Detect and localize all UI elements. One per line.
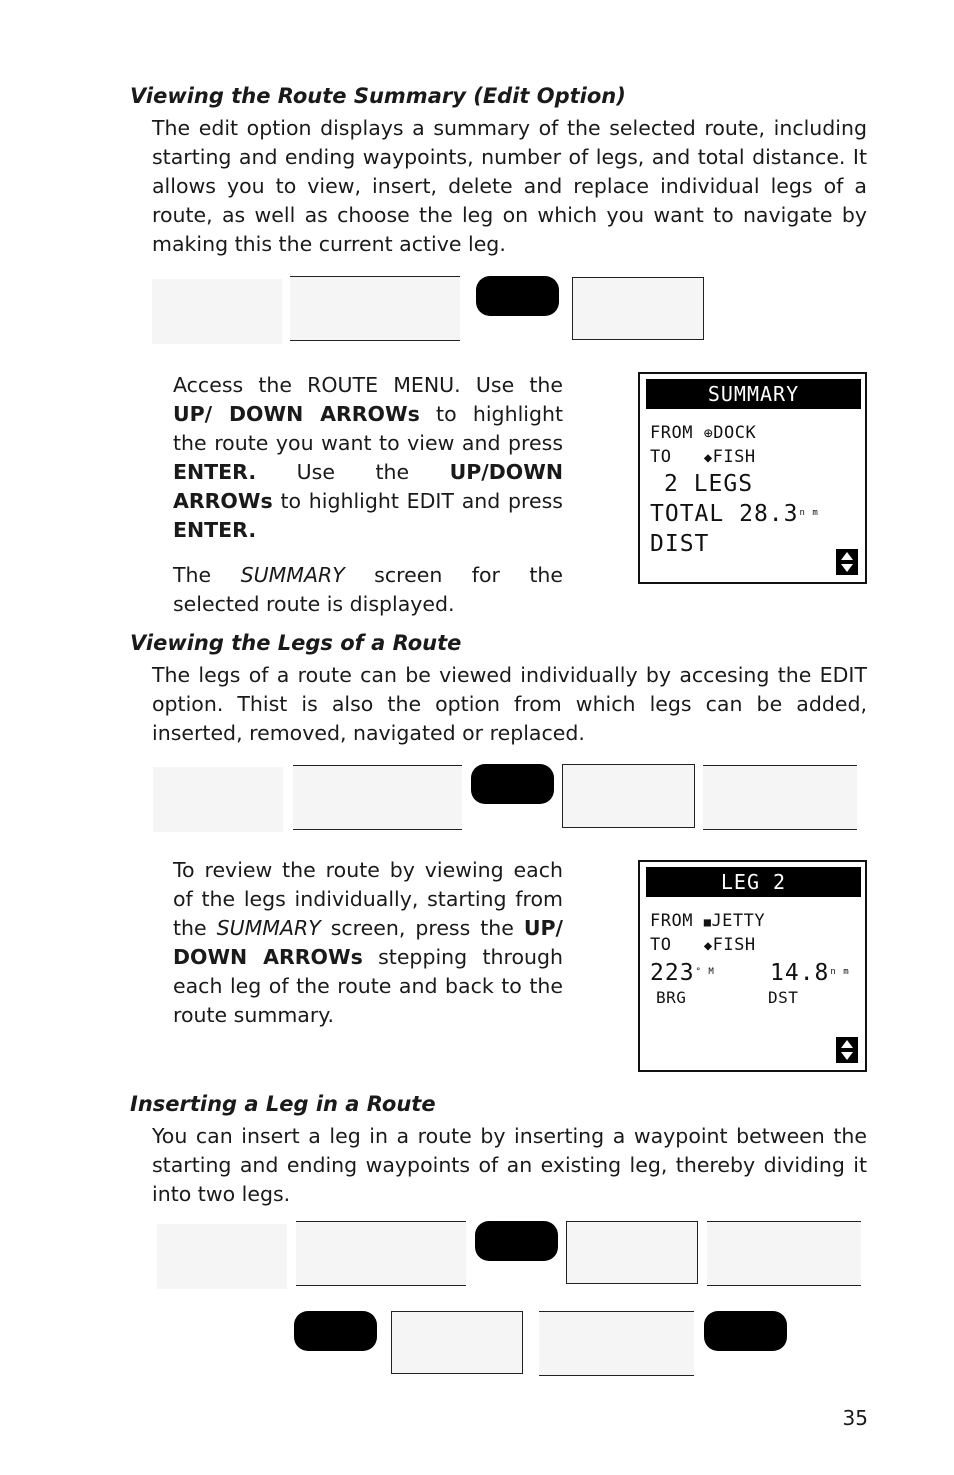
diamond-icon: ◆ (703, 450, 713, 466)
key-button-dark (294, 1311, 377, 1351)
section-body-insert-leg: You can insert a leg in a route by inserting a waypoint between the starting and ending waypoints of an existing leg, thereby dividing it into two legs. (152, 1124, 867, 1206)
key-placeholder (539, 1311, 694, 1376)
to-line: TO ◆FISH (650, 935, 756, 955)
bearing-value: 223° M (650, 960, 715, 986)
screen-title: SUMMARY (646, 379, 861, 409)
from-line: FROM ■JETTY (650, 911, 766, 931)
square-icon: ■ (703, 915, 712, 929)
step-instructions-2: To review the route by viewing each of the legs individually, starting from the SUMMARY screen, press the UP/ DOWN ARROWs stepping through each leg of the route and back to the route summary. (173, 858, 564, 1027)
scroll-arrows-icon (836, 549, 858, 575)
total-line: TOTAL 28.3n m (650, 501, 819, 527)
key-placeholder (290, 276, 460, 341)
legs-count: 2 LEGS (664, 471, 754, 497)
key-placeholder (562, 764, 695, 828)
from-line: FROM ⊕DOCK (650, 423, 757, 443)
dist-label: DIST (650, 531, 710, 557)
section-heading-route-summary: Viewing the Route Summary (Edit Option) (130, 84, 626, 108)
key-placeholder (157, 1224, 287, 1289)
unit-nm: n m (799, 508, 819, 518)
distance-label: DST (768, 988, 799, 1007)
page-number: 35 (842, 1406, 868, 1430)
key-placeholder (391, 1311, 523, 1374)
key-button-dark (704, 1311, 787, 1351)
key-button-dark (476, 276, 559, 316)
scroll-arrows-icon (836, 1037, 858, 1063)
key-button-dark (471, 764, 554, 804)
section-body-route-summary: The edit option displays a summary of the selected route, including starting and ending waypoints, number of legs, and total distance. It allows you to view, insert, delete and replace individual legs of a route, as well as choose the leg on which you want to navigate by making this the current active leg. (152, 116, 867, 256)
circle-cross-icon: ⊕ (703, 424, 714, 442)
key-placeholder (293, 765, 462, 830)
section-heading-insert-leg: Inserting a Leg in a Route (130, 1092, 436, 1116)
key-button-dark (475, 1221, 558, 1261)
key-placeholder (296, 1221, 466, 1286)
key-placeholder (153, 767, 283, 832)
section-body-legs: The legs of a route can be viewed individually by accesing the EDIT option. Thist is also the option from which legs can be added, inserted, removed, navigated or replaced. (152, 663, 867, 745)
unit-deg-m: ° M (695, 967, 715, 977)
bearing-label: BRG (656, 988, 687, 1007)
unit-nm: n m (830, 967, 850, 977)
summary-screen (638, 372, 867, 584)
leg-screen (638, 860, 867, 1072)
distance-value: 14.8n m (770, 960, 850, 986)
step-instructions-1: Access the ROUTE MENU. Use the UP/ DOWN ARROWs to highlight the route you want to view and press ENTER. Use the UP/DOWN ARROWs to highlight EDIT and press ENTER. The SUMMARY screen for the selected route is displayed. (173, 373, 563, 616)
diamond-icon: ◆ (703, 938, 713, 954)
section-heading-legs: Viewing the Legs of a Route (130, 631, 462, 655)
key-placeholder (703, 765, 857, 830)
key-placeholder (572, 277, 704, 340)
key-placeholder (566, 1221, 698, 1284)
key-placeholder (152, 279, 282, 344)
key-placeholder (707, 1221, 861, 1286)
to-line: TO ◆FISH (650, 447, 756, 467)
screen-title: LEG 2 (646, 867, 861, 897)
